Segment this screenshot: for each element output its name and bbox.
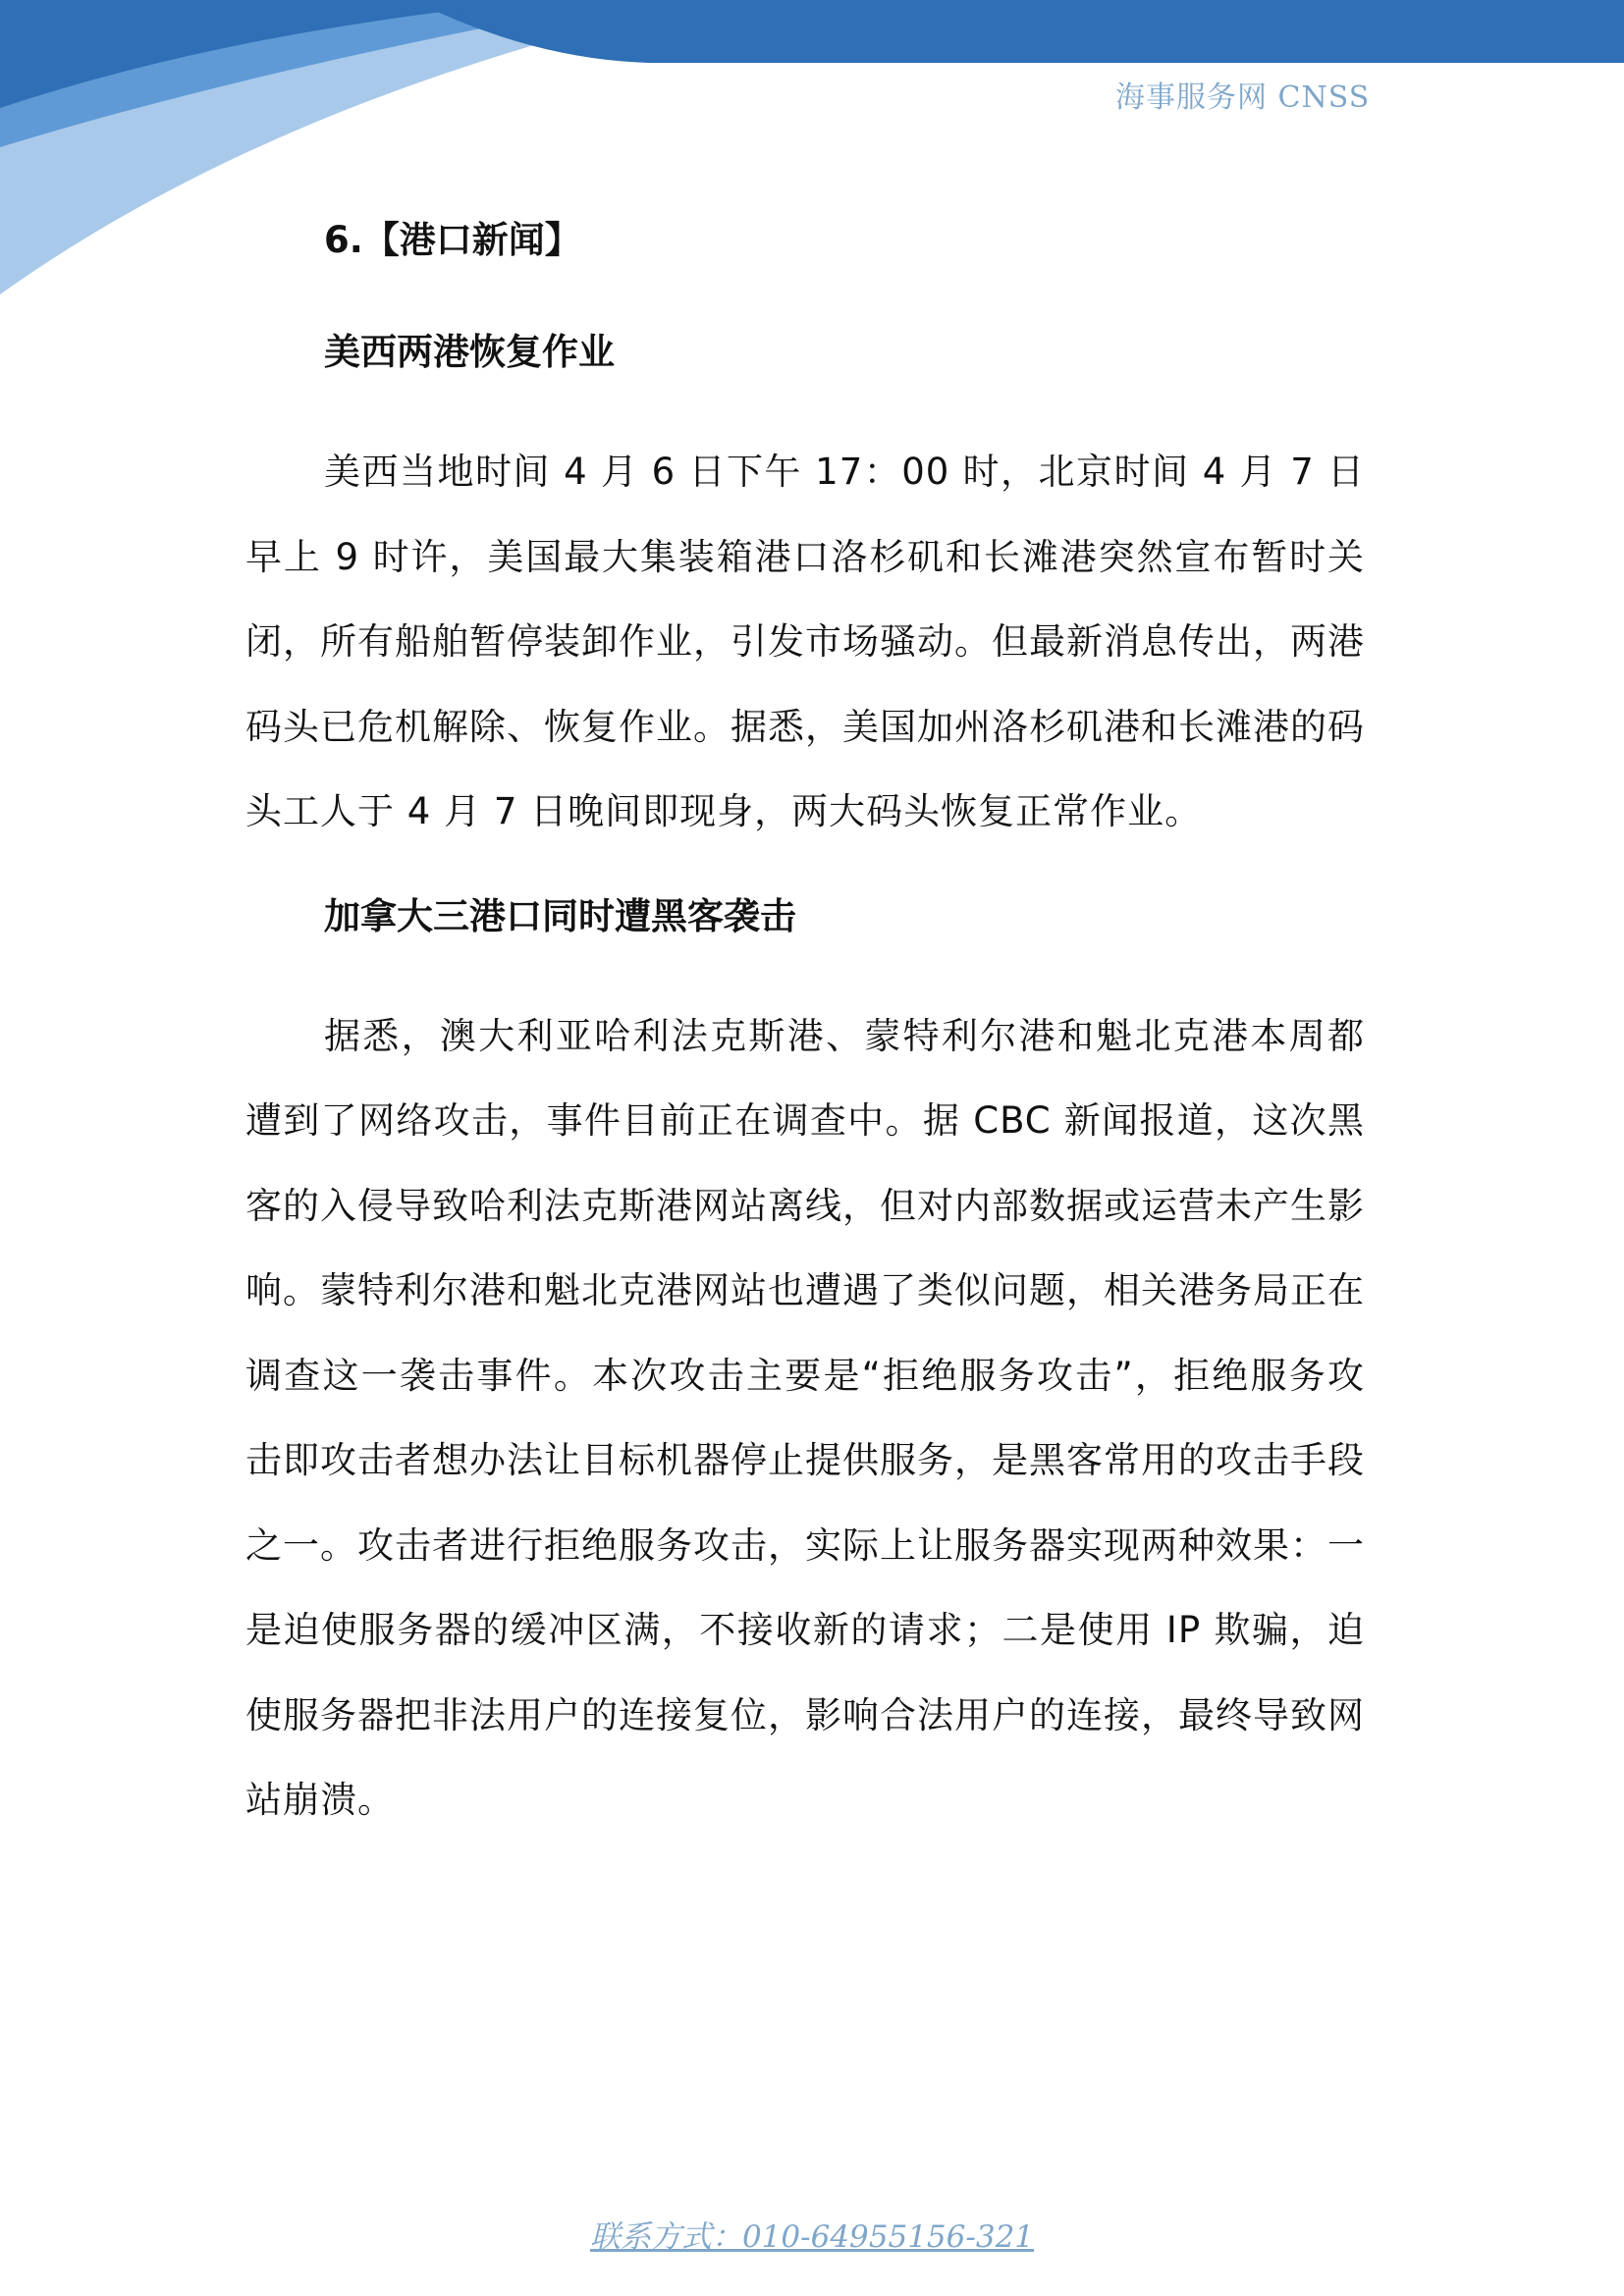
article-body: 据悉，澳大利亚哈利法克斯港、蒙特利尔港和魁北克港本周都遭到了网络攻击，事件目前正在调查中。据 CBC 新闻报道，这次黑客的入侵导致哈利法克斯港网站离线，但对内部数据或运营未产生影响。蒙特利尔港和魁北克港网站也遭遇了类似问题，相关港务局正在调查这一袭击事件。本次攻击主要是“拒绝服务攻击”，拒绝服务攻击即攻击者想办法让目标机器停止提供服务，是黑客常用的攻击手段之一。攻击者进行拒绝服务攻击，实际上让服务器实现两种效果：一是迫使服务器的缓冲区满，不接收新的请求；二是使用 IP 欺骗，迫使服务器把非法用户的连接复位，影响合法用户的连接，最终导致网站崩溃。	[245, 1014, 1365, 1821]
section-title: 6.【港口新闻】	[324, 219, 581, 261]
wave-dark-band	[412, 0, 1624, 63]
header-brand: 海事服务网 CNSS	[1115, 80, 1371, 115]
article-body: 美西当地时间 4 月 6 日下午 17：00 时，北京时间 4 月 7 日早上 9 时许，美国最大集装箱港口洛杉矶和长滩港突然宣布暂时关闭，所有船舶暂停装卸作业，引发市场骚动。但最新消息传出，两港码头已危机解除、恢复作业。据悉，美国加州洛杉矶港和长滩港的码头工人于 4 月 7 日晚间即现身，两大码头恢复正常作业。	[245, 451, 1365, 832]
article-headline: 美西两港恢复作业	[324, 331, 615, 373]
article-headline: 加拿大三港口同时遭黑客袭击	[324, 894, 796, 937]
footer-contact: 联系方式：010-64955156-321	[589, 2219, 1035, 2255]
document-body	[245, 206, 1365, 1843]
